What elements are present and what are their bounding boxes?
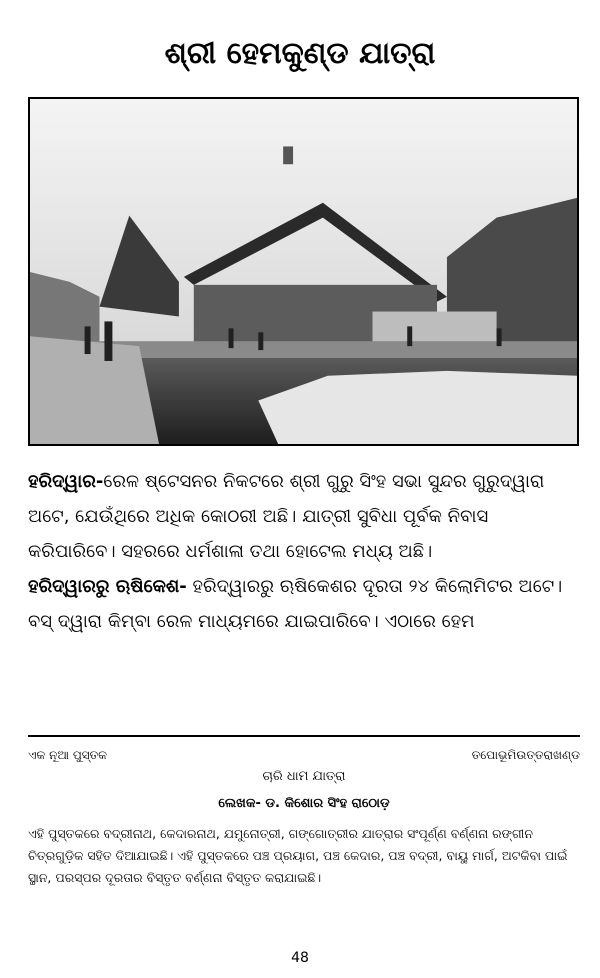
paragraph-text: ରେଳ ଷ୍ଟେସନର ନିକଟରେ ଶ୍ରୀ ଗୁରୁ ସିଂହ ସଭା ସୁନ୍ଦର ଗୁରୁଦ୍ୱାରା ଅଟେ, ଯେଉଁଥିରେ ଅଧିକ କୋଠରୀ ଅଛି। ଯାତ୍ରୀ ସୁବିଧା ପୂର୍ବକ ନିବାସ କରିପାରିବେ। ସହରରେ ଧର୍ମଶାଳା ତଥା ହୋଟେଲ ମଧ୍ୟ ଅଛି। xyxy=(28,471,545,562)
bank-left xyxy=(30,336,159,444)
photo-illustration xyxy=(30,99,577,444)
paragraph-text: ହରିଦ୍ୱାରରୁ ଋଷିକେଶର ଦୂରତା ୨୪ କିଲୋମିଟର ଅଟେ। ବସ୍ ଦ୍ୱାରା କିମ୍ବା ରେଳ ମାଧ୍ୟମରେ ଯାଇପାରିବେ। ଏଠାରେ ହେମ xyxy=(28,576,563,632)
body-text xyxy=(28,464,580,639)
page-title: ଶ୍ରୀ ହେମକୁଣ୍ଡ ଯାତ୍ରା xyxy=(164,36,436,71)
publisher-label: ତପୋଭୂମିଉତ୍ତରାଖଣ୍ଡ xyxy=(471,748,580,762)
chimney xyxy=(283,146,293,164)
paragraph-heading: ହରିଦ୍ୱାରରୁ ଋଷିକେଶ- xyxy=(28,576,187,597)
page-number: 48 xyxy=(291,950,309,966)
paragraph-heading: ହରିଦ୍ୱାର- xyxy=(28,471,104,492)
paragraph-haridwar xyxy=(28,464,580,569)
book-advert xyxy=(28,748,580,889)
book-author: ଲେଖକ- ଡ. କିଶୋର ସିଂହ ରାଠୋଡ଼ xyxy=(218,796,390,811)
paragraph-rishikesh xyxy=(28,569,580,639)
book-advert-header xyxy=(28,748,580,763)
book-description: ଏହି ପୁସ୍ତକରେ ବଦ୍ରୀନାଥ, କେଦାରନାଥ, ଯମୁନୋତ୍ରୀ, ଗଙ୍ଗୋତ୍ରୀର ଯାତ୍ରାର ସଂପୂର୍ଣ୍ଣ ବର୍ଣ୍ଣନା ରଙ୍ଗୀନ ଚିତ୍ରଗୁଡ଼ିକ ସହିତ ଦିଆଯାଇଛି। ଏହି ପୁସ୍ତକରେ ପଞ୍ଚ ପ୍ରୟାଗ, ପଞ୍ଚ କେଦାର, ପଞ୍ଚ ବଦ୍ରୀ, ବାୟୁ ମାର୍ଗ, ଅଟକିବା ପାଇଁ ସ୍ଥାନ, ପରସ୍ପର ଦୂରତାର ବିସ୍ତୃତ ବର୍ଣ୍ଣନା ବିସ୍ତୃତ କରାଯାଇଛି। xyxy=(28,826,568,885)
book-title: ଚାରି ଧାମ ଯାତ୍ରା xyxy=(262,769,346,784)
gurudwara-photo xyxy=(28,97,579,446)
divider xyxy=(28,735,580,737)
new-book-label: ଏକ ନୂଆ ପୁସ୍ତକ xyxy=(28,748,108,762)
